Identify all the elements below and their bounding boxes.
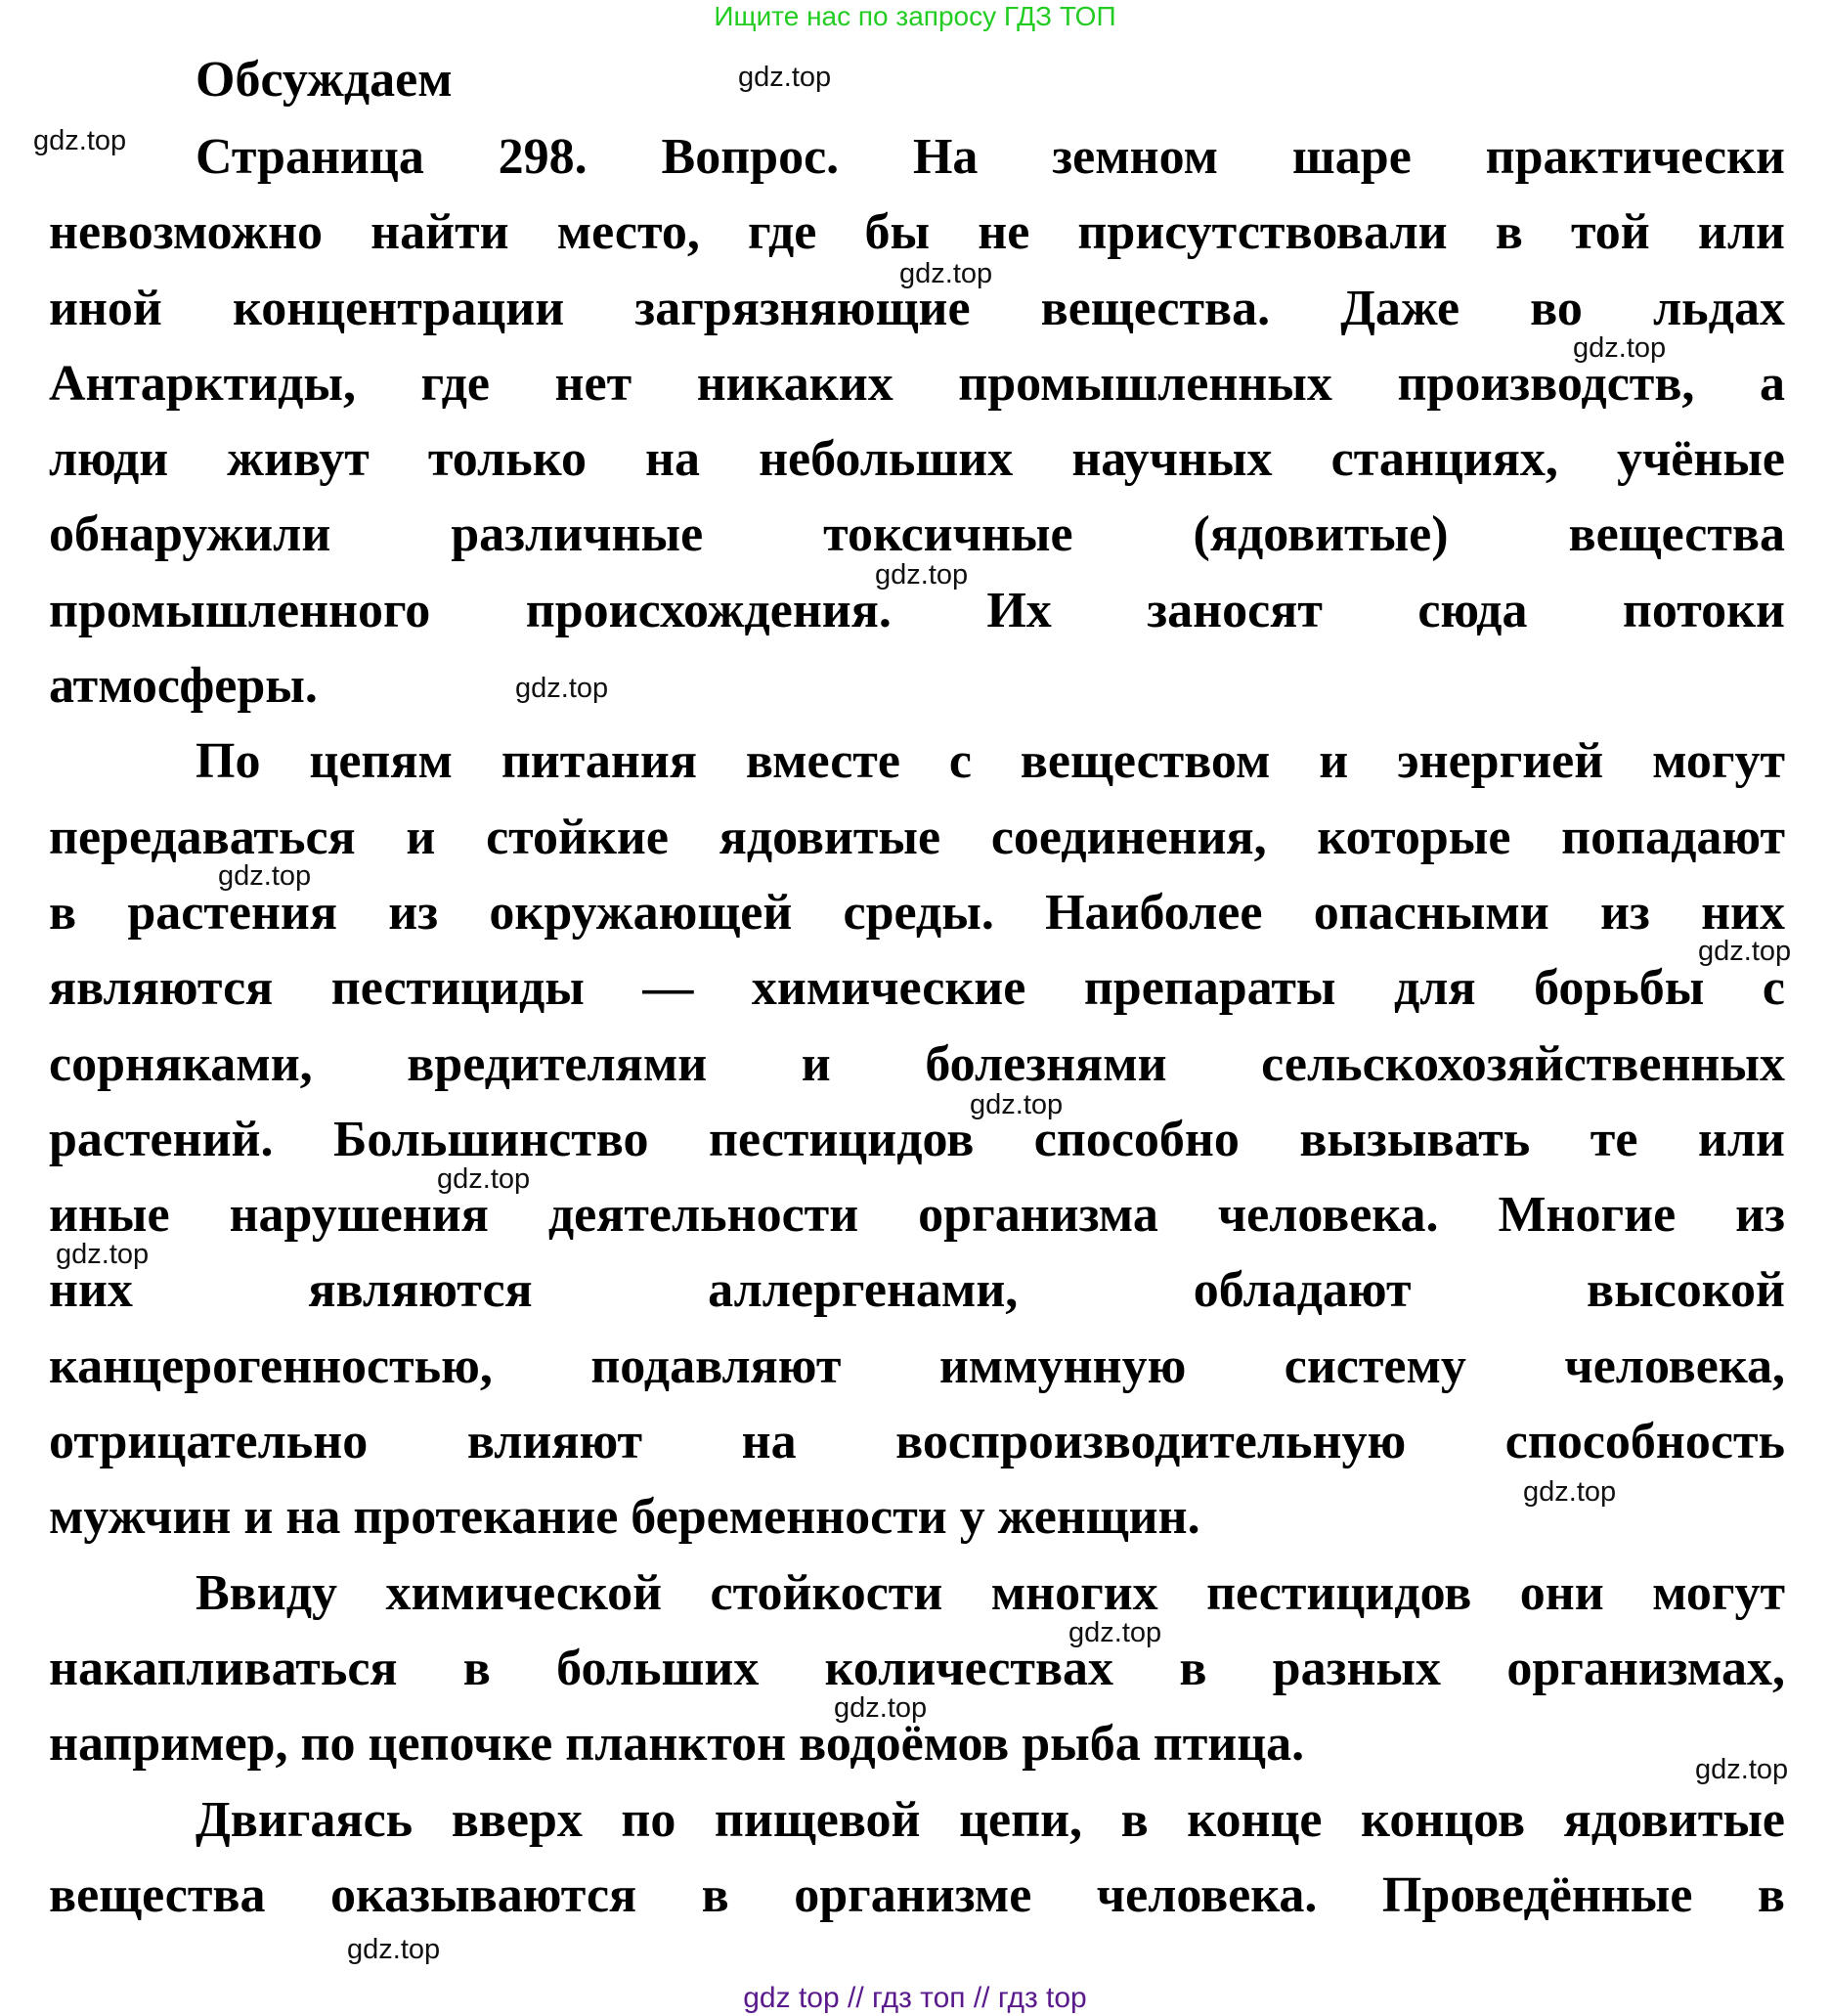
text-line: например, по цепочке планктон водоёмов рыба птица. (49, 1716, 1305, 1773)
watermark: gdz.top (1573, 332, 1667, 364)
watermark: gdz.top (33, 125, 127, 156)
section-heading: Обсуждаем (196, 52, 453, 108)
text-line: По цепям питания вместе с веществом и энергией могут (196, 733, 1785, 790)
text-line: сорняками, вредителями и болезнями сельскохозяйственных (49, 1035, 1785, 1092)
text-line: Антарктиды, где нет никаких промышленных производств, а (49, 355, 1785, 412)
watermark: gdz.top (875, 559, 969, 591)
watermark: gdz.top (437, 1163, 531, 1195)
watermark: gdz.top (970, 1089, 1064, 1120)
text-line: растений. Большинство пестицидов способно вызывать те или (49, 1111, 1785, 1167)
text-line: промышленного происхождения. Их заносят сюда потоки (49, 582, 1785, 638)
watermark: gdz.top (1068, 1617, 1162, 1648)
watermark: gdz.top (738, 62, 832, 93)
watermark: gdz.top (899, 258, 993, 289)
body-text (49, 119, 1785, 1933)
watermark: gdz.top (515, 673, 609, 704)
watermark: gdz.top (834, 1692, 928, 1724)
text-line: Двигаясь вверх по пищевой цепи, в конце концов ядовитые (196, 1791, 1785, 1848)
text-line: обнаружили различные токсичные (ядовитые) вещества (49, 506, 1785, 563)
text-line: люди живут только на небольших научных станциях, учёные (49, 431, 1785, 488)
text-line: Ввиду химической стойкости многих пестицидов они могут (196, 1564, 1785, 1621)
text-line: иной концентрации загрязняющие вещества. Даже во льдах (49, 280, 1785, 336)
watermark: gdz.top (347, 1934, 441, 1965)
text-line: отрицательно влияют на воспроизводительную способность (49, 1414, 1785, 1470)
text-line: иные нарушения деятельности организма человека. Многие из (49, 1187, 1785, 1244)
text-line: в растения из окружающей среды. Наиболее опасными из них (49, 884, 1785, 941)
text-line: невозможно найти место, где бы не присутствовали в той или (49, 204, 1785, 261)
watermark: gdz.top (1698, 936, 1792, 967)
text-line: являются пестициды — химические препараты для борьбы с (49, 960, 1785, 1017)
watermark: gdz.top (1523, 1476, 1617, 1508)
watermark: gdz.top (56, 1239, 150, 1270)
text-line: них являются аллергенами, обладают высокой (49, 1262, 1785, 1319)
text-line: вещества оказываются в организме человека. Проведённые в (49, 1866, 1785, 1923)
search-banner: Ищите нас по запросу ГДЗ ТОП (714, 1, 1116, 31)
text-line: Страница 298. Вопрос. На земном шаре практически (196, 129, 1785, 185)
text-line: передаваться и стойкие ядовитые соединения, которые попадают (49, 809, 1785, 865)
footer-links[interactable]: gdz top // гдз топ // гдз top (743, 1982, 1087, 2014)
text-line: накапливаться в больших количествах в разных организмах, (49, 1640, 1785, 1696)
watermark: gdz.top (218, 860, 312, 892)
watermark: gdz.top (1695, 1754, 1789, 1785)
text-line: атмосферы. (49, 658, 318, 715)
text-line: мужчин и на протекание беременности у женщин. (49, 1489, 1200, 1546)
text-line: канцерогенностью, подавляют иммунную систему человека, (49, 1337, 1785, 1394)
